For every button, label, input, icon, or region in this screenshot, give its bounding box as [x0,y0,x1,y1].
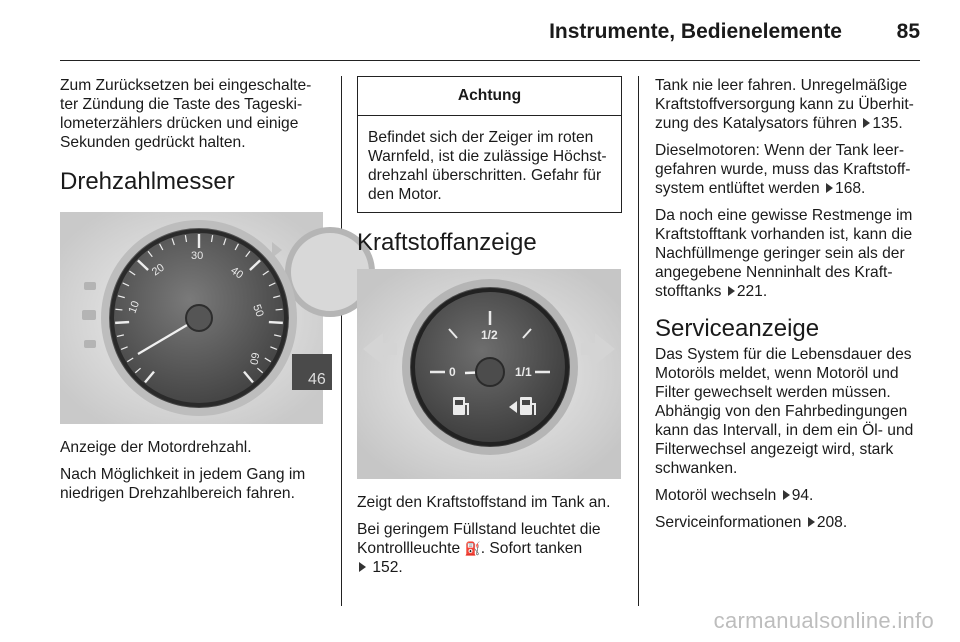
fuel-gauge-illustration [357,269,621,479]
notice-body: Befindet sich der Zeiger im roten Warnfeld, ist die zulässige Höchst- drehzahl überschritten. Gefahr für den Motor. [368,129,607,203]
heading-kraftstoffanzeige: Kraftstoffanzeige [357,229,537,256]
tacho-label-10: 10 [126,299,143,316]
page-ref-arrow-icon [808,517,815,527]
fuel-label-half: 1/2 [481,328,498,342]
tacho-label-40: 40 [228,264,246,282]
page-ref-221[interactable]: 221. [736,283,768,300]
notice-title: Achtung [358,77,621,116]
page-ref-arrow-icon [359,562,366,572]
page-ref-135[interactable]: 135. [872,115,903,132]
page-ref-94[interactable]: 94. [791,487,814,504]
tacho-label-60: 60 [246,351,261,366]
column-1 [60,76,325,511]
tachometer-caption: Anzeige der Motordrehzahl. [60,439,252,456]
column-divider-1 [341,76,342,606]
tachometer-advice: Nach Möglichkeit in jedem Gang im niedrigen Drehzahlbereich fahren. [60,466,306,502]
fuel-caption: Zeigt den Kraftstoffstand im Tank an. [357,494,611,511]
paragraph-empty-tank: Tank nie leer fahren. Unregelmäßige Kraftstoffversorgung kann zu Überhit- zung des Katalysators führen 135. [655,77,914,132]
tacho-tick [269,322,283,323]
paragraph-oil-change: Motoröl wechseln 94. [655,487,814,504]
tacho-label-20: 20 [149,261,167,279]
heading-serviceanzeige: Serviceanzeige [655,315,820,342]
paragraph-service-info: Serviceinformationen 208. [655,514,848,531]
intro-paragraph: Zum Zurücksetzen bei eingeschalte- ter Zündung die Taste des Tageski- lometerzählers drücken und einige Sekunden gedrückt halten. [60,77,312,151]
tacho-tick [115,322,129,323]
column-2 [357,76,622,585]
fuel-gauge-graphic [357,269,621,479]
tachometer-graphic [60,212,326,424]
page-ref-168[interactable]: 168. [835,180,866,197]
needle-hub [186,305,212,331]
page-ref-152[interactable]: 152. [372,559,403,576]
watermark: carmanualsonline.info [713,608,934,633]
odometer-digits: 46 [308,371,326,388]
warning-notice [357,76,622,213]
heading-drehzahlmesser: Drehzahlmesser [60,168,235,195]
page-header [60,18,920,58]
tacho-label-50: 50 [250,302,266,319]
page-ref-arrow-icon [826,183,833,193]
page-ref-208[interactable]: 208. [816,514,848,531]
paragraph-diesel: Dieselmotoren: Wenn der Tank leer- gefahren wurde, muss das Kraftstoff- system entlüftet werden 168. [655,142,911,197]
paragraph-service: Das System für die Lebensdauer des Motoröls meldet, wenn Motoröl und Filter gewechselt werden müssen. Abhängig von den Fahrbedingungen kann das Intervall, in dem ein Öl- und Filterwechsel angezeigt wird, stark schwanken. [655,346,914,477]
tacho-tick [115,309,122,310]
tacho-label-30: 30 [191,250,204,262]
fuel-needle-hub [476,358,504,386]
column-3 [655,76,923,540]
fuel-label-empty: 0 [449,365,456,379]
section-title: Instrumente, Bedienelemente [549,20,842,43]
page-number: 85 [896,20,920,43]
fuel-lowlevel-paragraph: Bei geringem Füllstand leuchtet die Kontrollleuchte ⛽. Sofort tanken 152. [357,521,601,576]
tacho-tick [276,309,283,310]
fuel-warning-icon: ⛽ [464,541,481,556]
tachometer-illustration [60,212,326,424]
page-ref-arrow-icon [728,286,735,296]
paragraph-residual: Da noch eine gewisse Restmenge im Kraftstofftank vorhanden ist, kann die Nachfüllmenge geringer sein als der angegebene Nenninhalt des Kraft- stofftanks 221. [655,207,913,300]
page-ref-arrow-icon [783,490,790,500]
column-divider-2 [638,76,639,606]
header-divider [60,60,920,61]
page-ref-arrow-icon [863,118,870,128]
fuel-label-full: 1/1 [515,365,532,379]
